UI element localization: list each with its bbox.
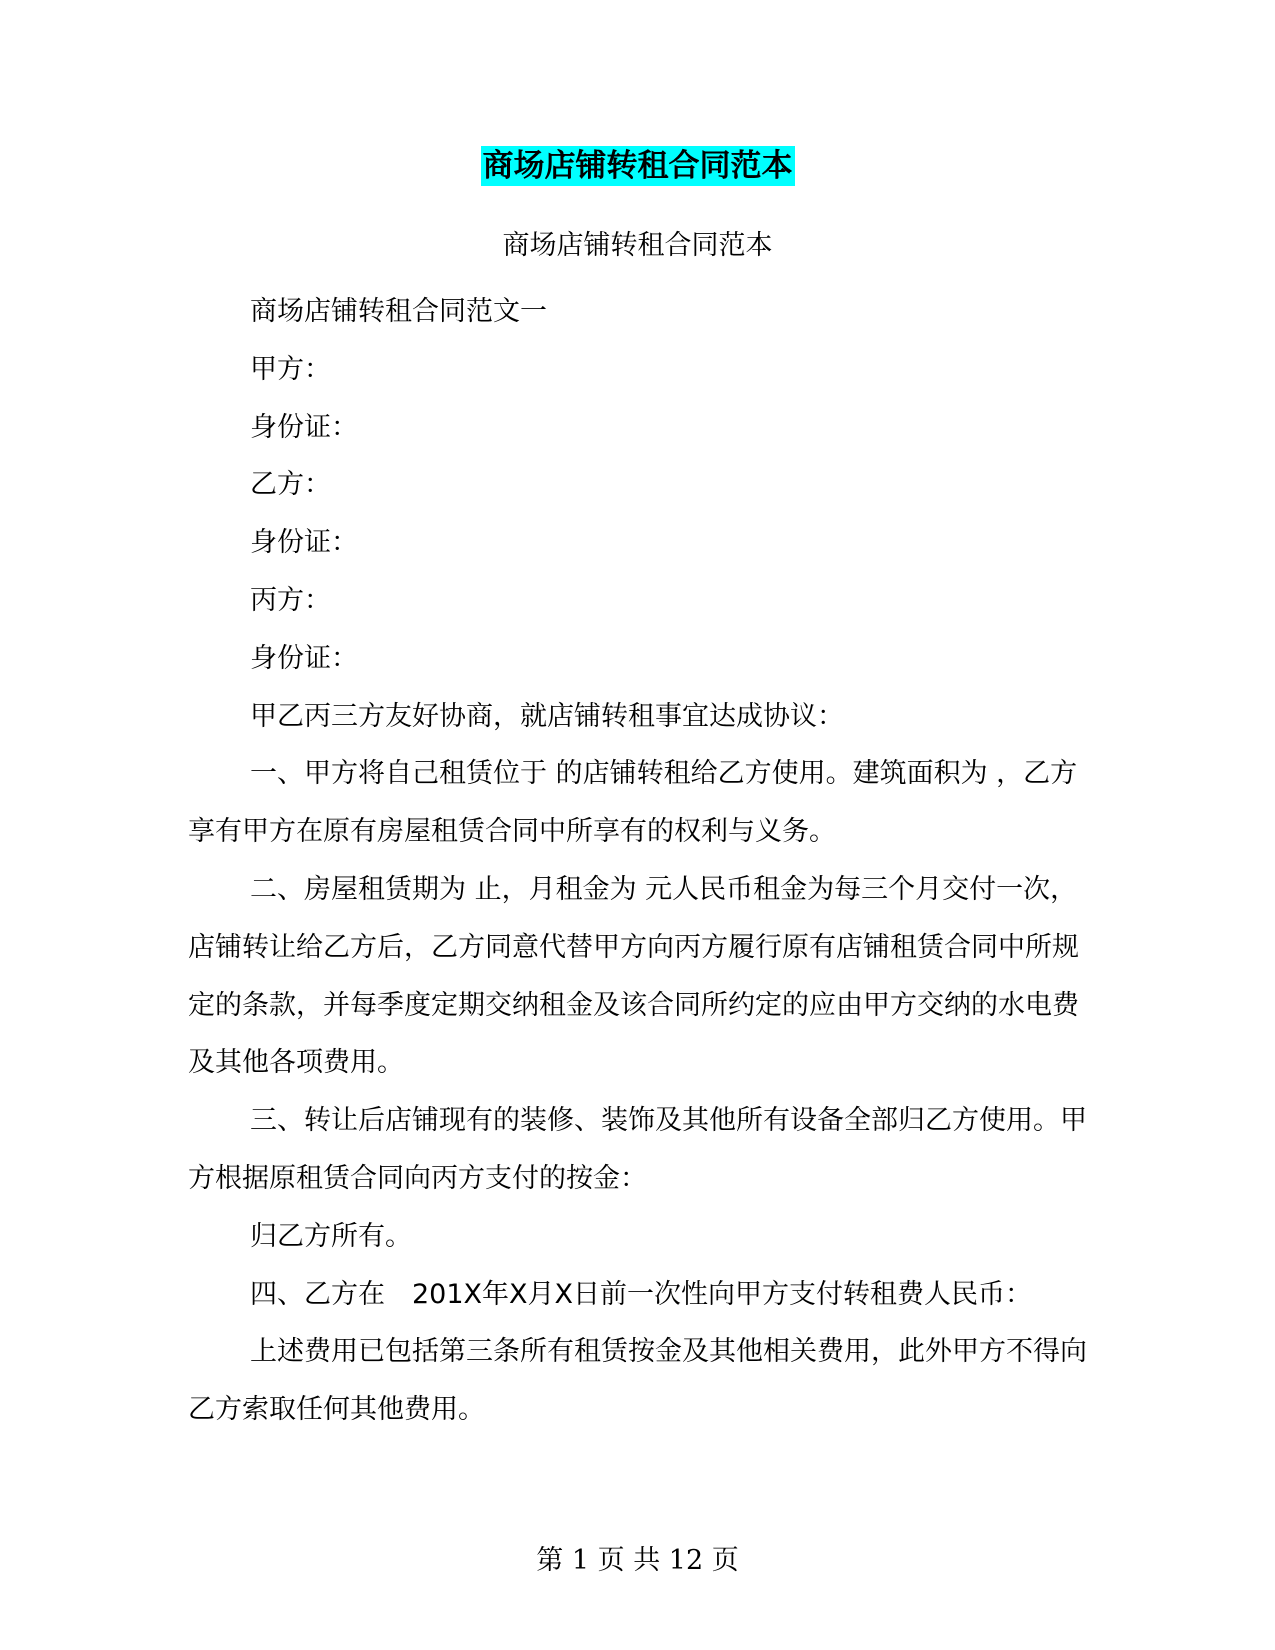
document-subtitle: 商场店铺转租合同范本 (502, 230, 773, 261)
paragraph-party-a: 甲方： (250, 353, 331, 385)
paragraph-clause-4: 四、乙方在 201X年X月X日前一次性向甲方支付转租费人民币： (250, 1278, 1033, 1310)
paragraph-heading: 商场店铺转租合同范文一 (250, 296, 547, 327)
page-indicator: 第 1 页 共 12 页 (536, 1545, 739, 1576)
paragraph-party-b-id: 身份证： (250, 527, 358, 559)
paragraph-party-c: 丙方： (250, 584, 331, 616)
paragraph-clause-3-cont: 归乙方所有。 (250, 1220, 412, 1252)
paragraph-party-b: 乙方： (250, 469, 331, 501)
title-container (0, 146, 1275, 186)
document-body (188, 283, 1094, 1439)
paragraph-clause-1: 一、甲方将自己租赁位于 的店铺转租给乙方使用。建筑面积为 ，乙方享有甲方在原有房屋租赁合同中所享有的权利与义务。 (188, 758, 1078, 848)
paragraph-party-c-id: 身份证： (250, 642, 358, 674)
paragraph-clause-3: 三、转让后店铺现有的装修、装饰及其他所有设备全部归乙方使用。甲方根据原租赁合同向丙方支付的按金： (188, 1105, 1087, 1194)
document-title: 商场店铺转租合同范本 (482, 148, 793, 184)
paragraph-intro: 甲乙丙三方友好协商，就店铺转租事宜达成协议： (250, 700, 844, 732)
paragraph-clause-2: 二、房屋租赁期为 止，月租金为 元人民币租金为每三个月交付一次，店铺转让给乙方后，乙方同意代替甲方向丙方履行原有店铺租赁合同中所规定的条款，并每季度定期交纳租金及该合同所约定的应由甲方交纳的水电费及其他各项费用。 (188, 873, 1079, 1079)
paragraph-clause-4-cont: 上述费用已包括第三条所有租赁按金及其他相关费用，此外甲方不得向乙方索取任何其他费用。 (188, 1336, 1087, 1426)
paragraph-party-a-id: 身份证： (250, 411, 358, 443)
